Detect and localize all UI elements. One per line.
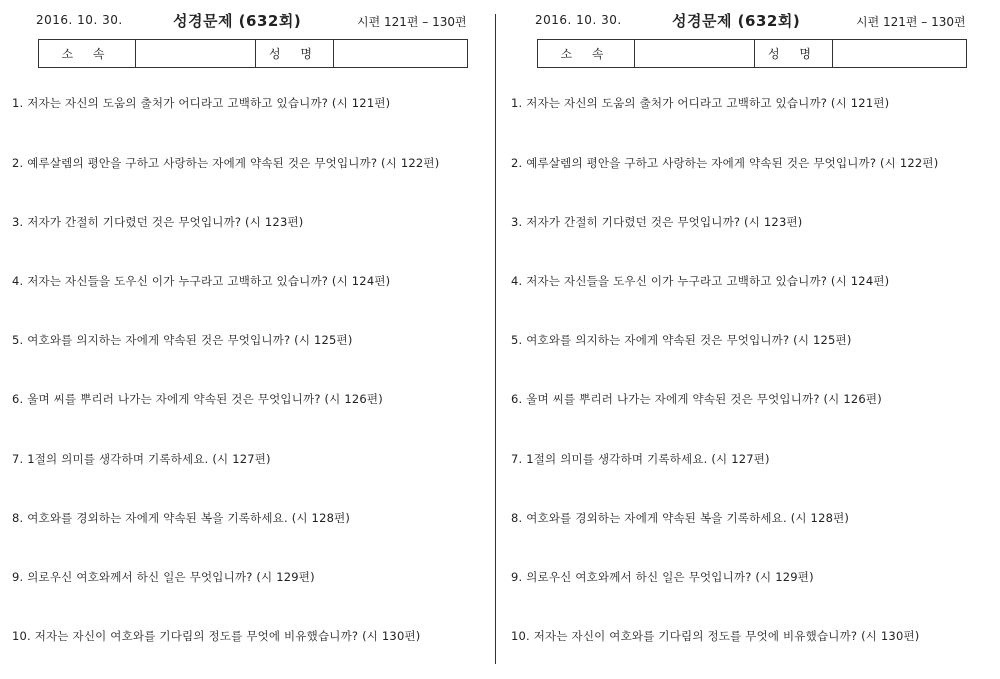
question-10: 10. 저자는 자신이 여호와를 기다림의 정도를 무엇에 비유했습니까? (시 130편) [12, 629, 421, 643]
question-4: 4. 저자는 자신들을 도우신 이가 누구라고 고백하고 있습니까? (시 124편) [12, 274, 391, 288]
quiz-title: 성경문제 (632회) [173, 12, 302, 30]
question-8: 8. 여호와를 경외하는 자에게 약속된 복을 기록하세요. (시 128편) [511, 511, 850, 525]
question-6: 6. 울며 씨를 뿌리러 나가는 자에게 약속된 것은 무엇입니까? (시 126편) [511, 392, 882, 406]
question-9: 9. 의로우신 여호와께서 하신 일은 무엇입니까? (시 129편) [12, 570, 315, 584]
info-table [38, 39, 468, 68]
quiz-range: 시편 121편 – 130편 [856, 15, 966, 29]
question-2: 2. 예루살렘의 평안을 구하고 사랑하는 자에게 약속된 것은 무엇입니까? (시 122편) [511, 156, 939, 170]
question-10: 10. 저자는 자신이 여호와를 기다림의 정도를 무엇에 비유했습니까? (시 130편) [511, 629, 920, 643]
question-3: 3. 저자가 간절히 기다렸던 것은 무엇입니까? (시 123편) [12, 215, 304, 229]
question-8: 8. 여호와를 경외하는 자에게 약속된 복을 기록하세요. (시 128편) [12, 511, 351, 525]
quiz-title: 성경문제 (632회) [672, 12, 801, 30]
question-9: 9. 의로우신 여호와께서 하신 일은 무엇입니까? (시 129편) [511, 570, 814, 584]
question-1: 1. 저자는 자신의 도움의 출처가 어디라고 고백하고 있습니까? (시 121편) [511, 96, 890, 110]
question-4: 4. 저자는 자신들을 도우신 이가 누구라고 고백하고 있습니까? (시 124편) [511, 274, 890, 288]
quiz-date: 2016. 10. 30. [36, 13, 123, 27]
question-7: 7. 1절의 의미를 생각하며 기록하세요. (시 127편) [511, 452, 770, 466]
question-7: 7. 1절의 의미를 생각하며 기록하세요. (시 127편) [12, 452, 271, 466]
worksheet-right [507, 0, 987, 679]
sheet-header [507, 11, 977, 29]
question-5: 5. 여호와를 의지하는 자에게 약속된 것은 무엇입니까? (시 125편) [12, 333, 353, 347]
name-field[interactable] [833, 40, 967, 68]
question-3: 3. 저자가 간절히 기다렸던 것은 무엇입니까? (시 123편) [511, 215, 803, 229]
question-5: 5. 여호와를 의지하는 자에게 약속된 것은 무엇입니까? (시 125편) [511, 333, 852, 347]
affiliation-field[interactable] [136, 40, 256, 68]
worksheet-left [8, 0, 488, 679]
name-field[interactable] [334, 40, 468, 68]
question-1: 1. 저자는 자신의 도움의 출처가 어디라고 고백하고 있습니까? (시 121편) [12, 96, 391, 110]
name-label: 성 명 [256, 40, 334, 68]
question-2: 2. 예루살렘의 평안을 구하고 사랑하는 자에게 약속된 것은 무엇입니까? (시 122편) [12, 156, 440, 170]
page-divider [495, 14, 496, 664]
quiz-date: 2016. 10. 30. [535, 13, 622, 27]
name-label: 성 명 [755, 40, 833, 68]
quiz-range: 시편 121편 – 130편 [357, 15, 467, 29]
sheet-header [8, 11, 478, 29]
info-table [537, 39, 967, 68]
question-6: 6. 울며 씨를 뿌리러 나가는 자에게 약속된 것은 무엇입니까? (시 126편) [12, 392, 383, 406]
affiliation-label: 소 속 [538, 40, 635, 68]
affiliation-label: 소 속 [39, 40, 136, 68]
affiliation-field[interactable] [635, 40, 755, 68]
